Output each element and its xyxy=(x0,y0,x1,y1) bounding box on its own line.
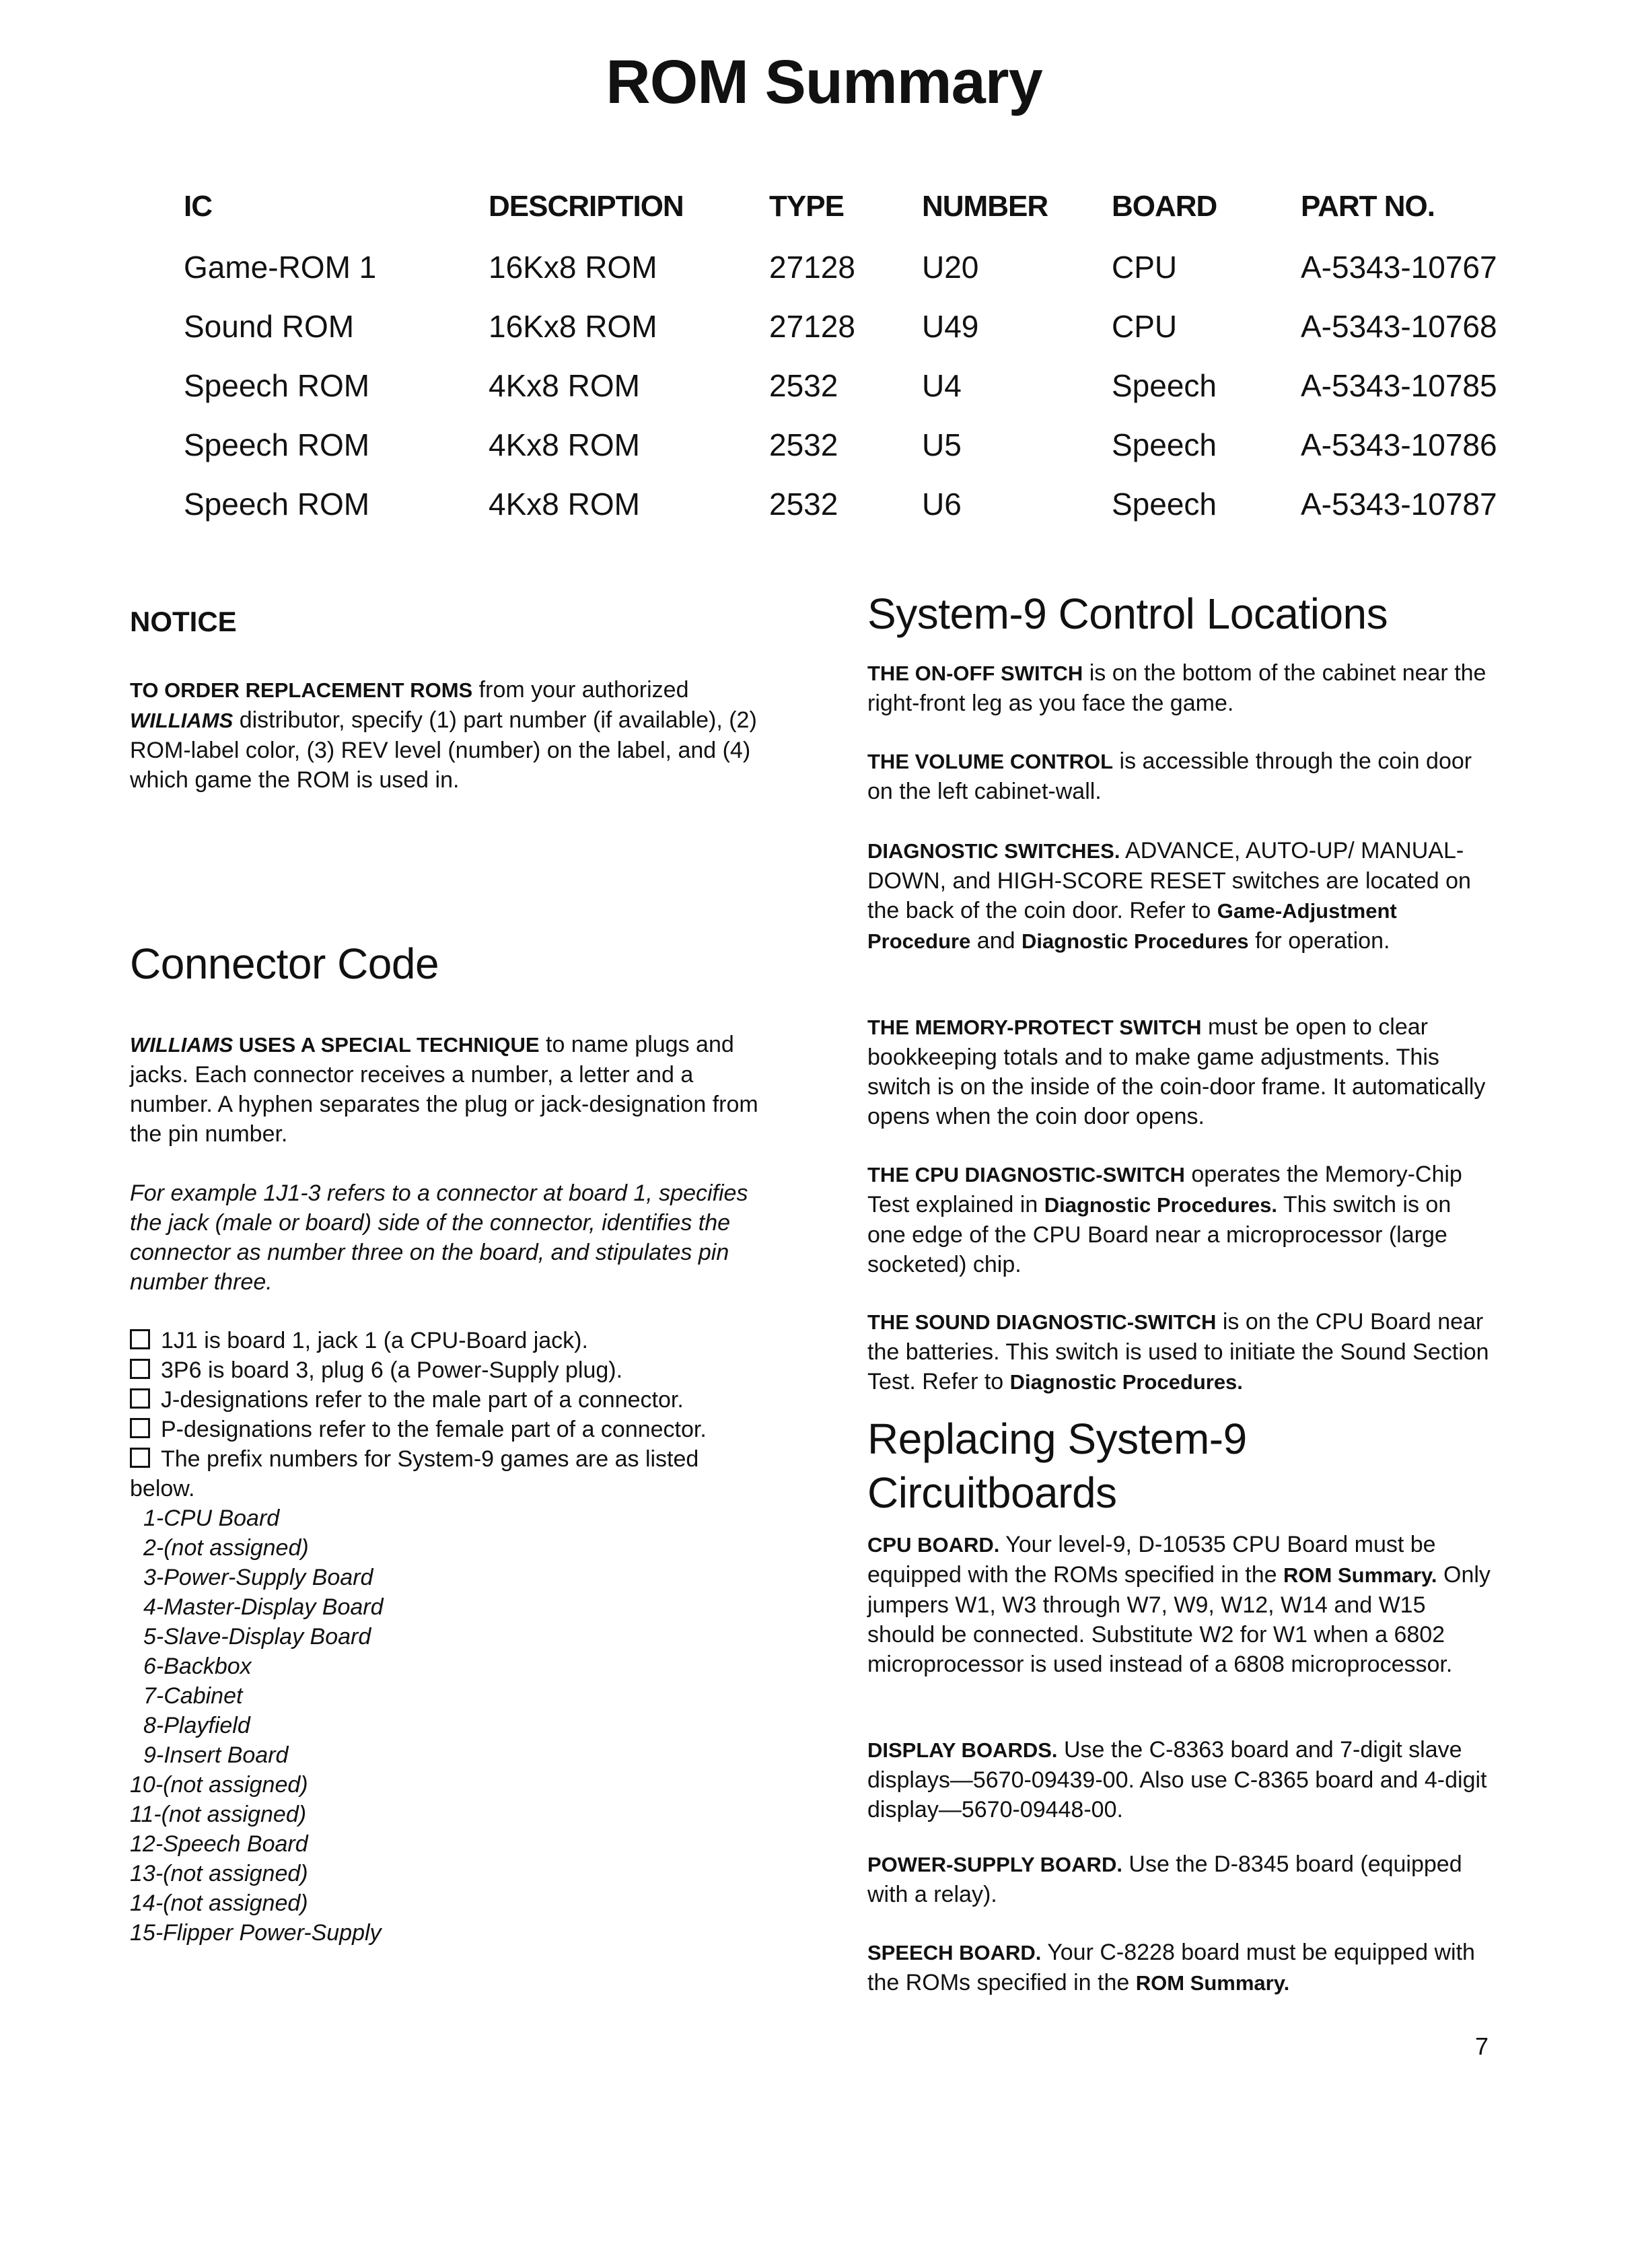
bullet-item xyxy=(130,1355,759,1385)
cell-description: 4Kx8 ROM xyxy=(489,427,640,462)
notice-heading: NOTICE xyxy=(130,606,237,637)
cell-number: U5 xyxy=(922,427,962,462)
cell-number: U6 xyxy=(922,487,962,522)
cell-number: U4 xyxy=(922,368,962,403)
prefix-item: 2-(not assigned) xyxy=(143,1535,309,1561)
prefix-item: 12-Speech Board xyxy=(130,1831,308,1857)
prefix-item: 8-Playfield xyxy=(143,1713,250,1738)
column-header-type: TYPE xyxy=(769,190,844,223)
text-run: is on the bottom of the cabinet near the right-front leg as you face the game. xyxy=(867,660,1486,716)
checkbox-square-icon xyxy=(130,1388,150,1409)
prefix-item: 3-Power-Supply Board xyxy=(143,1565,373,1590)
text-run: must be open to clear bookkeeping totals and to make game adjustments. This switch is on the inside of the coin-door frame. It automatically opens when the coin door opens. xyxy=(867,1014,1486,1129)
cell-description: 16Kx8 ROM xyxy=(489,309,657,344)
prefix-item: 5-Slave-Display Board xyxy=(143,1624,371,1650)
cell-board: Speech xyxy=(1112,427,1217,462)
control-para-volume xyxy=(867,746,1493,806)
prefix-item: 13-(not assigned) xyxy=(130,1861,308,1886)
control-para-sound-diagnostic xyxy=(867,1307,1493,1397)
cell-board: CPU xyxy=(1112,309,1178,344)
connector-example: For example 1J1-3 refers to a connector at board 1, specifies the jack (male or board) side of the connector, identifies the connector as number three on the board, and stipulates pin number three. xyxy=(130,1180,748,1295)
cell-type: 2532 xyxy=(769,487,838,522)
bold-text-run: THE VOLUME CONTROL xyxy=(867,750,1114,773)
cell-type: 2532 xyxy=(769,368,838,403)
prefix-item: 15-Flipper Power-Supply xyxy=(130,1920,382,1946)
bullet-item xyxy=(130,1326,759,1355)
cell-description: 4Kx8 ROM xyxy=(489,368,640,403)
prefix-item: 14-(not assigned) xyxy=(130,1890,308,1916)
cell-part-no: A-5343-10786 xyxy=(1301,427,1497,462)
replacing-para-speech-board xyxy=(867,1938,1493,1998)
cell-type: 27128 xyxy=(769,250,855,285)
bold-text-run: THE SOUND DIAGNOSTIC-SWITCH xyxy=(867,1310,1217,1334)
connector-bullet-list xyxy=(130,1326,759,1948)
bold-text-run: Diagnostic Procedures. xyxy=(1044,1193,1278,1217)
bold-text-run: TO ORDER REPLACEMENT ROMS xyxy=(130,678,473,702)
bold-text-run: POWER-SUPPLY BOARD. xyxy=(867,1853,1122,1876)
bullet-text: 1J1 is board 1, jack 1 (a CPU-Board jack). xyxy=(161,1328,588,1353)
cell-part-no: A-5343-10768 xyxy=(1301,309,1497,344)
bold-text-run: WILLIAMS xyxy=(130,709,234,732)
text-run: Your level-9, D-10535 CPU Board must be equipped with the ROMs specified in the xyxy=(867,1532,1436,1588)
bold-text-run: USES A SPECIAL TECHNIQUE xyxy=(233,1033,540,1057)
cell-ic: Sound ROM xyxy=(184,309,355,344)
prefix-item: 4-Master-Display Board xyxy=(143,1594,384,1620)
bullet-item xyxy=(130,1385,759,1415)
bullet-text: 3P6 is board 3, plug 6 (a Power-Supply plug). xyxy=(161,1357,623,1383)
control-para-on-off xyxy=(867,658,1493,718)
cell-part-no: A-5343-10787 xyxy=(1301,487,1497,522)
checkbox-square-icon xyxy=(130,1359,150,1379)
cell-board: Speech xyxy=(1112,487,1217,522)
bullet-item xyxy=(130,1444,759,1503)
cell-number: U49 xyxy=(922,309,979,344)
text-run: Your C-8228 board must be equipped with the ROMs specified in the xyxy=(867,1940,1475,1995)
replacing-heading xyxy=(867,1412,1247,1520)
replacing-para-display-boards xyxy=(867,1735,1493,1824)
prefix-item: 1-CPU Board xyxy=(143,1505,280,1531)
page-title: ROM Summary xyxy=(606,48,1042,116)
bold-text-run: Diagnostic Procedures xyxy=(1021,929,1249,953)
cell-ic: Speech ROM xyxy=(184,487,370,522)
prefix-item: 6-Backbox xyxy=(143,1654,252,1679)
cell-ic: Game-ROM 1 xyxy=(184,250,377,285)
cell-description: 16Kx8 ROM xyxy=(489,250,657,285)
replacing-heading-line1: Replacing System-9 xyxy=(867,1415,1247,1463)
text-run: is accessible through the coin door on the left cabinet-wall. xyxy=(867,748,1472,804)
prefix-item: 9-Insert Board xyxy=(143,1742,289,1768)
bold-text-run: ROM Summary. xyxy=(1283,1563,1437,1587)
checkbox-square-icon xyxy=(130,1418,150,1438)
checkbox-square-icon xyxy=(130,1448,150,1468)
text-run: Only jumpers W1, W3 through W7, W9, W12, W14 and W15 should be connected. Substitute W2 for W1 when a 6802 microprocessor is used instead of a 6808 microprocessor. xyxy=(867,1562,1491,1677)
cell-part-no: A-5343-10785 xyxy=(1301,368,1497,403)
text-run: from your authorized xyxy=(472,677,689,703)
text-run: is on the CPU Board near the batteries. This switch is used to initiate the Sound Section Test. Refer to xyxy=(867,1309,1489,1394)
bold-text-run: SPEECH BOARD. xyxy=(867,1941,1042,1964)
control-para-diagnostic-switches xyxy=(867,836,1493,956)
bold-text-run: Diagnostic Procedures. xyxy=(1009,1370,1243,1394)
prefix-item: 11-(not assigned) xyxy=(130,1802,307,1827)
text-run: Use the D-8345 board (equipped with a relay). xyxy=(867,1851,1462,1907)
column-header-board: BOARD xyxy=(1112,190,1217,223)
bullet-text: J-designations refer to the male part of a connector. xyxy=(161,1387,684,1413)
page-number: 7 xyxy=(1475,2032,1489,2060)
prefix-item: 10-(not assigned) xyxy=(130,1772,308,1798)
bold-text-run: ROM Summary. xyxy=(1135,1971,1290,1995)
text-run: for operation. xyxy=(1248,928,1390,954)
text-run: ADVANCE, AUTO-UP/ MANUAL-DOWN, and HIGH-SCORE RESET switches are located on the back of the coin door. Refer to xyxy=(867,838,1471,923)
text-run: Use the C-8363 board and 7-digit slave displays—5670-09439-00. Also use C-8365 board and 4-digit display—5670-09448-00. xyxy=(867,1737,1487,1822)
text-run: distributor, specify (1) part number (if available), (2) ROM-label color, (3) REV level (number) on the label, and (4) which game the ROM is used in. xyxy=(130,707,757,793)
cell-ic: Speech ROM xyxy=(184,427,370,462)
column-header-ic: IC xyxy=(184,190,212,223)
control-locations-heading: System-9 Control Locations xyxy=(867,590,1388,638)
column-header-part-no: PART NO. xyxy=(1301,190,1435,223)
bullet-item xyxy=(130,1415,759,1444)
replacing-para-cpu-board xyxy=(867,1530,1493,1679)
replacing-heading-line2: Circuitboards xyxy=(867,1468,1117,1517)
text-run: and xyxy=(970,928,1022,954)
cell-number: U20 xyxy=(922,250,979,285)
cell-ic: Speech ROM xyxy=(184,368,370,403)
bold-text-run: THE ON-OFF SWITCH xyxy=(867,662,1083,685)
text-run: to name plugs and jacks. Each connector receives a number, a letter and a number. A hyphen separates the plug or jack-designation from the pin number. xyxy=(130,1032,758,1147)
cell-type: 27128 xyxy=(769,309,855,344)
cell-description: 4Kx8 ROM xyxy=(489,487,640,522)
replacing-para-power-supply xyxy=(867,1849,1493,1909)
checkbox-square-icon xyxy=(130,1329,150,1349)
notice-text xyxy=(130,675,759,795)
cell-part-no: A-5343-10767 xyxy=(1301,250,1497,285)
bold-text-run: DISPLAY BOARDS. xyxy=(867,1738,1058,1762)
prefix-item: 7-Cabinet xyxy=(143,1683,243,1709)
control-para-cpu-diagnostic xyxy=(867,1160,1493,1279)
cell-board: Speech xyxy=(1112,368,1217,403)
column-header-description: DESCRIPTION xyxy=(489,190,684,223)
bold-text-run: DIAGNOSTIC SWITCHES. xyxy=(867,839,1120,863)
column-header-number: NUMBER xyxy=(922,190,1048,223)
bullet-text: The prefix numbers for System-9 games are as listed below. xyxy=(130,1446,699,1501)
bold-text-run: THE CPU DIAGNOSTIC-SWITCH xyxy=(867,1163,1185,1186)
bold-text-run: CPU BOARD. xyxy=(867,1533,1000,1557)
cell-board: CPU xyxy=(1112,250,1178,285)
text-run: operates the Memory-Chip Test explained in xyxy=(867,1162,1462,1217)
connector-code-heading: Connector Code xyxy=(130,940,439,988)
bullet-text: P-designations refer to the female part of a connector. xyxy=(161,1417,707,1442)
text-run: This switch is on one edge of the CPU Board near a microprocessor (large socketed) chip. xyxy=(867,1192,1452,1277)
bold-text-run: Game-Adjustment Procedure xyxy=(867,899,1397,953)
control-para-memory-protect xyxy=(867,1012,1493,1131)
bold-text-run: THE MEMORY-PROTECT SWITCH xyxy=(867,1016,1202,1039)
bold-text-run: WILLIAMS xyxy=(130,1033,234,1057)
connector-intro xyxy=(130,1030,759,1149)
cell-type: 2532 xyxy=(769,427,838,462)
